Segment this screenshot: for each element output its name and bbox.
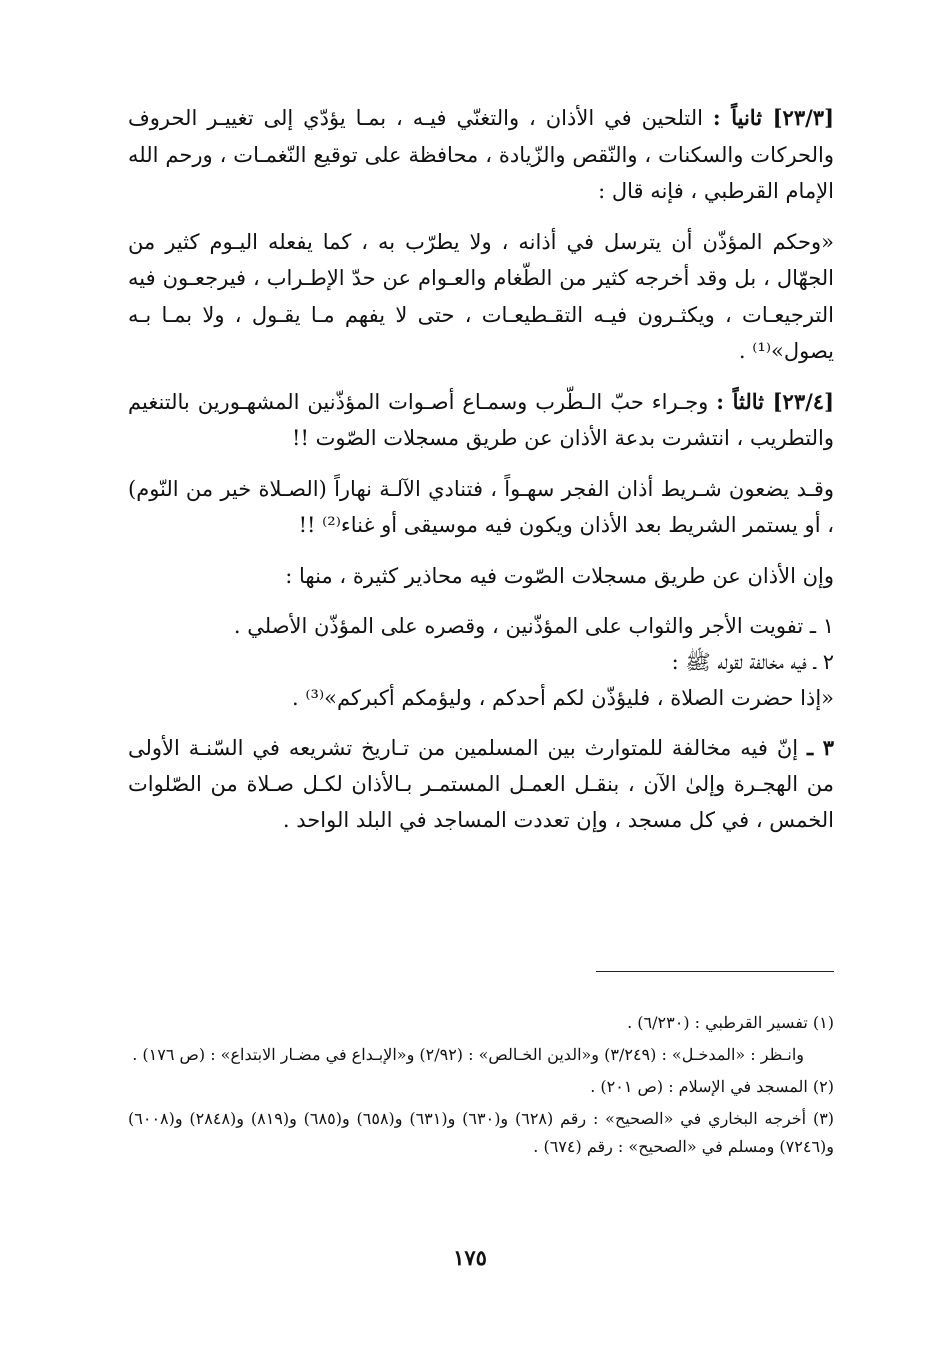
main-text	[128, 100, 834, 838]
footnotes	[128, 1009, 834, 1165]
list-item-2-quote: «إذا حضرت الصلاة ، فليؤذّن لكم أحدكم ، وليؤمكم أكبركم»⁽³⁾ .	[292, 686, 834, 710]
footnote-3: (٣) أخرجه البخاري في «الصحيح» : رقم (٦٢٨) و(٦٣٠) و(٦٣١) و(٦٥٨) و(٦٨٥) و(٨١٩) و(٢٨٤٨) و(٦٠٠٨) و(٧٢٤٦) ومسلم في «الصحيح» : رقم (٦٧٤) .	[128, 1109, 835, 1156]
spacer	[128, 716, 834, 730]
paragraph-4-text: وقـد يضعون شـريط أذان الفجر سهـواً ، فتنادي الآلـة نهاراً (الصـلاة خير من النّوم) ، أو يستمر الشريط بعد الأذان ويكون فيه موسيقى أو غناء⁽²⁾ !!	[128, 476, 834, 537]
paragraph-2-text: «وحكم المؤذّن أن يترسل في أذانه ، ولا يطرّب به ، كما يفعله اليـوم كثير من الجهّال ، بل وقد أخرجه كثير من الطّغام والعـوام عن حدّ الإطـراب ، فيرجعـون فيه الترجيعـات ، ويكثـرون فيـه التقـطيعـات ، حتى لا يفهم مـا يقـول ، ولا بمـا بـه يصول»⁽¹⁾ .	[128, 229, 834, 363]
paragraph-3-text: وجـراء حبّ الـطّرب وسمـاع أصـوات المؤذّنين المشهـورين بالتنغيم والتطريب ، انتشرت بدعة الأذان عن طريق مسجلات الصّوت !!	[128, 389, 834, 450]
paragraph-5-text: وإن الأذان عن طريق مسجلات الصّوت فيه محاذير كثيرة ، منها :	[285, 563, 834, 588]
section-label-23-4: [٢٣/٤] ثالثاً :	[716, 388, 834, 414]
paragraph-1-text: التلحين في الأذان ، والتغنّي فيـه ، بمـا يؤدّي إلى تغييـر الحروف والحركات والسكنات ، والنّقص والزّيادة ، محافظة على توقيع النّغمـات ، ورحم الله الإمام القرطبي ، فإنه قال :	[128, 106, 834, 203]
page-number: ١٧٥	[453, 1245, 487, 1270]
list-item-3-number: ٣ ـ	[807, 735, 834, 760]
footnote-2: (٢) المسجد في الإسلام : (ص ٢٠١) .	[590, 1077, 834, 1096]
paragraph-5	[128, 558, 834, 595]
list-item-2: ٢ ـ فيه مخالفة لقوله ﷺ :	[671, 650, 834, 674]
footnote-1: (١) تفسير القرطبي : (٦/٢٣٠) .	[627, 1013, 834, 1032]
list-item-1: ١ ـ تفويت الأجر والثواب على المؤذّنين ، وقصره على المؤذّن الأصلي .	[233, 614, 834, 638]
list-item-3-text: إنّ فيه مخالفة للمتوارث بين المسلمين من تـاريخ تشريعه في السّنـة الأولى من الهجـرة وإلىٰ الآن ، بنقـل العمـل المستمـر بـالأذان لكـل صـلاة من الصّلوات الخمس ، في كل مسجد ، وإن تعددت المساجد في البلد الواحد .	[128, 736, 834, 832]
list-item-3	[128, 730, 834, 838]
paragraph-2-quote	[128, 224, 834, 370]
section-label-23-3: [٢٣/٣] ثانياً :	[712, 105, 834, 130]
paragraph-3	[128, 384, 834, 457]
footnote-separator	[596, 971, 834, 972]
paragraph-1	[128, 100, 834, 210]
footnote-1-continuation: وانـظر : «المدخـل» : (٣/٢٤٩) و«الدين الخـالص» : (٢/٩٢) و«الإبـداع في مضـار الابتداع» : (ص ١٧٦) .	[132, 1045, 804, 1064]
paragraph-4	[128, 471, 834, 544]
